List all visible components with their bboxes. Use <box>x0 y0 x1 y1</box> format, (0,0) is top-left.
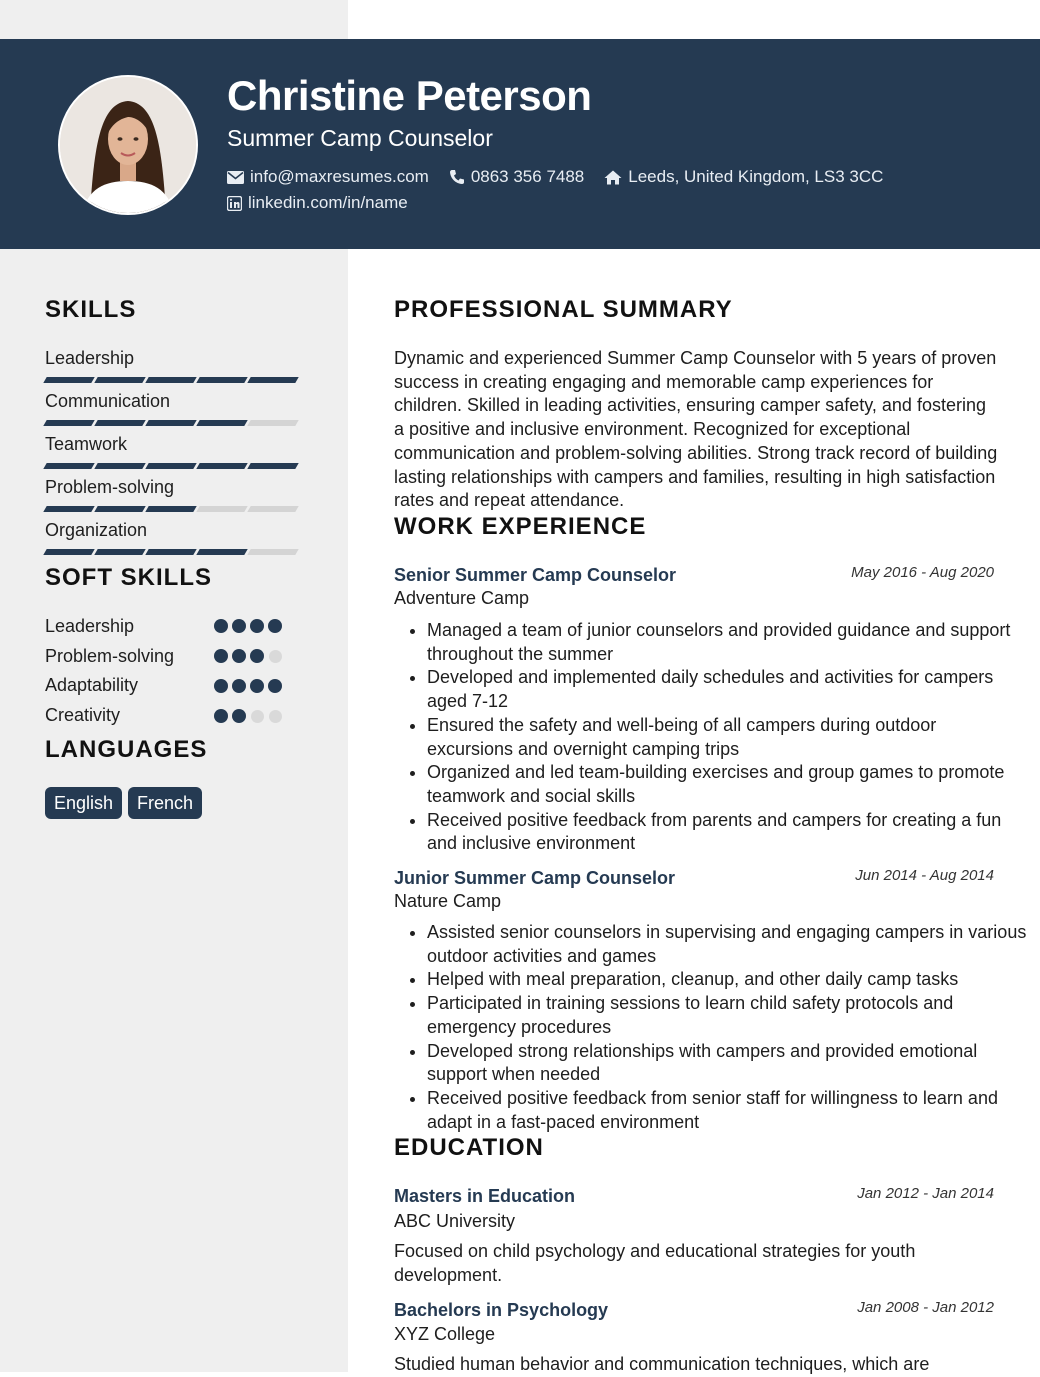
list-item: • Helped with meal preparation, cleanup, and other daily camp tasks <box>427 968 1027 992</box>
skill-bar-segment <box>43 506 94 512</box>
language-chip: English <box>45 787 122 819</box>
rating-dot <box>232 619 246 633</box>
contact-row-secondary <box>227 193 428 213</box>
skill-bar-segment <box>43 377 94 383</box>
job-role: Senior Summer Camp Counselor <box>394 565 677 585</box>
list-item: • Organized and led team-building exercises and group games to promote teamwork and social skills <box>427 761 1027 808</box>
list-item: • Assisted senior counselors in supervising and engaging campers in various outdoor activities and games <box>427 921 1027 968</box>
skill-bar-segment <box>247 463 298 469</box>
rating-dot <box>232 709 246 723</box>
skill-bar-segment <box>247 506 298 512</box>
job-title: Summer Camp Counselor <box>227 125 493 151</box>
skill-bar-segment <box>145 463 196 469</box>
skill-bar-segment <box>196 420 247 426</box>
skills-heading: SKILLS <box>45 296 137 323</box>
skill-bar-segment <box>94 420 145 426</box>
rating-dot <box>214 619 228 633</box>
job-bullets <box>394 921 1027 1134</box>
contact-location <box>604 167 883 187</box>
soft-skill-label: Problem-solving <box>45 646 175 666</box>
list-item: • Developed and implemented daily schedules and activities for campers aged 7-12 <box>427 666 1027 713</box>
rating-dot <box>250 649 264 663</box>
skill-bar-segment <box>94 377 145 383</box>
rating-dot <box>214 649 228 663</box>
skill-label: Leadership <box>45 348 135 368</box>
skill-bar-segment <box>196 549 247 555</box>
job-company: Nature Camp <box>394 891 502 911</box>
education-heading: EDUCATION <box>394 1134 544 1161</box>
skill-label: Organization <box>45 520 148 540</box>
rating-dot <box>250 679 264 693</box>
location-text: Leeds, United Kingdom, LS3 3CC <box>628 167 884 186</box>
skill-bar-segment <box>94 463 145 469</box>
rating-dot <box>214 709 228 723</box>
skill-label: Teamwork <box>45 434 128 454</box>
rating-dot <box>268 679 282 693</box>
skill-bar <box>45 549 300 555</box>
resume-header <box>0 39 1040 249</box>
skill-label: Communication <box>45 391 171 411</box>
skill-bar <box>45 377 300 383</box>
list-item: • Managed a team of junior counselors and provided guidance and support throughout the summer <box>427 619 1027 666</box>
degree-dates: Jan 2008 - Jan 2012 <box>857 1299 994 1316</box>
avatar-portrait <box>60 77 196 213</box>
list-item: • Participated in training sessions to learn child safety protocols and emergency procedures <box>427 992 1027 1039</box>
phone-text: 0863 356 7488 <box>470 167 585 186</box>
degree-title: Masters in Education <box>394 1186 576 1206</box>
languages-heading: LANGUAGES <box>45 736 208 763</box>
list-item: • Received positive feedback from senior staff for willingness to learn and adapt in a fast-paced environment <box>427 1087 1027 1134</box>
rating-dot <box>269 650 282 663</box>
skill-bar <box>45 463 300 469</box>
list-item: • Developed strong relationships with campers and provided emotional support when needed <box>427 1040 1027 1087</box>
contact-row <box>227 167 903 187</box>
contact-phone[interactable] <box>449 167 584 187</box>
skill-bar-segment <box>145 377 196 383</box>
summary-heading: PROFESSIONAL SUMMARY <box>394 296 733 323</box>
skill-bar <box>45 506 300 512</box>
list-item: • Received positive feedback from parents and campers for creating a fun and inclusive environment <box>427 809 1027 856</box>
skill-bar-segment <box>247 377 298 383</box>
job-dates: Jun 2014 - Aug 2014 <box>855 867 994 884</box>
candidate-name: Christine Peterson <box>227 72 592 119</box>
degree-dates: Jan 2012 - Jan 2014 <box>857 1185 994 1202</box>
degree-title: Bachelors in Psychology <box>394 1300 609 1320</box>
skill-bar-segment <box>145 420 196 426</box>
rating-dot <box>232 649 246 663</box>
linkedin-text: linkedin.com/in/name <box>248 193 408 212</box>
email-text: info@maxresumes.com <box>250 167 429 186</box>
skill-label: Problem-solving <box>45 477 175 497</box>
rating-dot <box>250 619 264 633</box>
summary-text: Dynamic and experienced Summer Camp Counselor with 5 years of proven success in creating engaging and memorable camp experiences for children. Skilled in leading activities, ensuring camper safety, and fostering a positive and inclusive environment. Recognized for exceptional communication and problem-solving abilities. Strong track record of building lasting relationships with campers and families, resulting in high satisfaction rates and repeat attendance. <box>394 348 998 511</box>
skill-bar-segment <box>145 506 196 512</box>
rating-dot <box>214 679 228 693</box>
experience-heading: WORK EXPERIENCE <box>394 513 647 540</box>
soft-skill-label: Leadership <box>45 616 135 636</box>
rating-dot <box>269 710 282 723</box>
phone-icon <box>449 169 465 185</box>
soft-skills-heading: SOFT SKILLS <box>45 564 212 591</box>
school-name: XYZ College <box>394 1324 496 1344</box>
language-chip: French <box>128 787 202 819</box>
rating-dot <box>232 679 246 693</box>
skill-bar-segment <box>247 549 298 555</box>
skill-bar-segment <box>94 549 145 555</box>
skill-bar-segment <box>43 420 94 426</box>
skill-bar-segment <box>247 420 298 426</box>
contact-linkedin[interactable] <box>227 193 408 213</box>
job-bullets <box>394 619 1027 856</box>
job-role: Junior Summer Camp Counselor <box>394 868 676 888</box>
skill-bar-segment <box>94 506 145 512</box>
skill-bar-segment <box>145 549 196 555</box>
degree-description: Studied human behavior and communication techniques, which are <box>394 1354 930 1374</box>
skill-bar-segment <box>196 463 247 469</box>
skill-bar-segment <box>196 377 247 383</box>
job-company: Adventure Camp <box>394 588 530 608</box>
degree-description: Focused on child psychology and educational strategies for youth development. <box>394 1241 916 1285</box>
contact-email[interactable] <box>227 167 429 187</box>
rating-dot <box>251 710 264 723</box>
avatar <box>58 75 198 215</box>
school-name: ABC University <box>394 1211 516 1231</box>
skill-bar-segment <box>196 506 247 512</box>
soft-skill-label: Creativity <box>45 705 121 725</box>
skill-bar-segment <box>43 463 94 469</box>
home-icon <box>604 170 622 185</box>
soft-skill-label: Adaptability <box>45 675 139 695</box>
skill-bar <box>45 420 300 426</box>
rating-dot <box>268 619 282 633</box>
list-item: • Ensured the safety and well-being of all campers during outdoor excursions and overnight camping trips <box>427 714 1027 761</box>
envelope-icon <box>227 171 244 184</box>
job-dates: May 2016 - Aug 2020 <box>851 564 994 581</box>
linkedin-icon <box>227 196 242 211</box>
skill-bar-segment <box>43 549 94 555</box>
